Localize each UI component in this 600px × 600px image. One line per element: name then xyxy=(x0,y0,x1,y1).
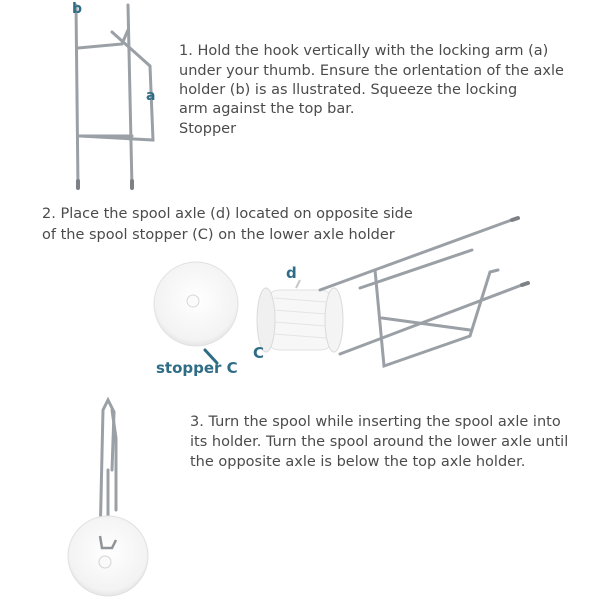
label-stopper: stopper C xyxy=(156,359,238,377)
label-c: C xyxy=(253,344,265,362)
step1-line: 1. Hold the hook vertically with the locking arm (a) xyxy=(179,43,549,59)
spool-stopper-disc xyxy=(154,262,238,346)
step3-line: 3. Turn the spool while inserting the spool axle into xyxy=(190,414,561,430)
step3-line: its holder. Turn the spool around the lower axle until xyxy=(190,434,569,450)
label-d: d xyxy=(286,264,297,282)
step1-line: holder (b) is as llustrated. Squeeze the locking xyxy=(179,82,518,98)
step3-spool-disc xyxy=(68,516,148,596)
step2-line: 2. Place the spool axle (d) located on opposite side xyxy=(42,206,413,222)
step1-line: Stopper xyxy=(179,121,237,137)
thread-spool xyxy=(257,280,343,352)
hook-step1-illustration xyxy=(76,5,156,188)
label-b: b xyxy=(72,1,83,17)
step2-line: of the spool stopper (C) on the lower axle holder xyxy=(42,227,395,243)
label-a: a xyxy=(146,88,156,104)
step1-line: arm against the top bar. xyxy=(179,101,355,117)
step3-line: the opposite axle is below the top axle holder. xyxy=(190,454,526,470)
step1-line: under your thumb. Ensure the orlentation of the axle xyxy=(179,63,564,79)
